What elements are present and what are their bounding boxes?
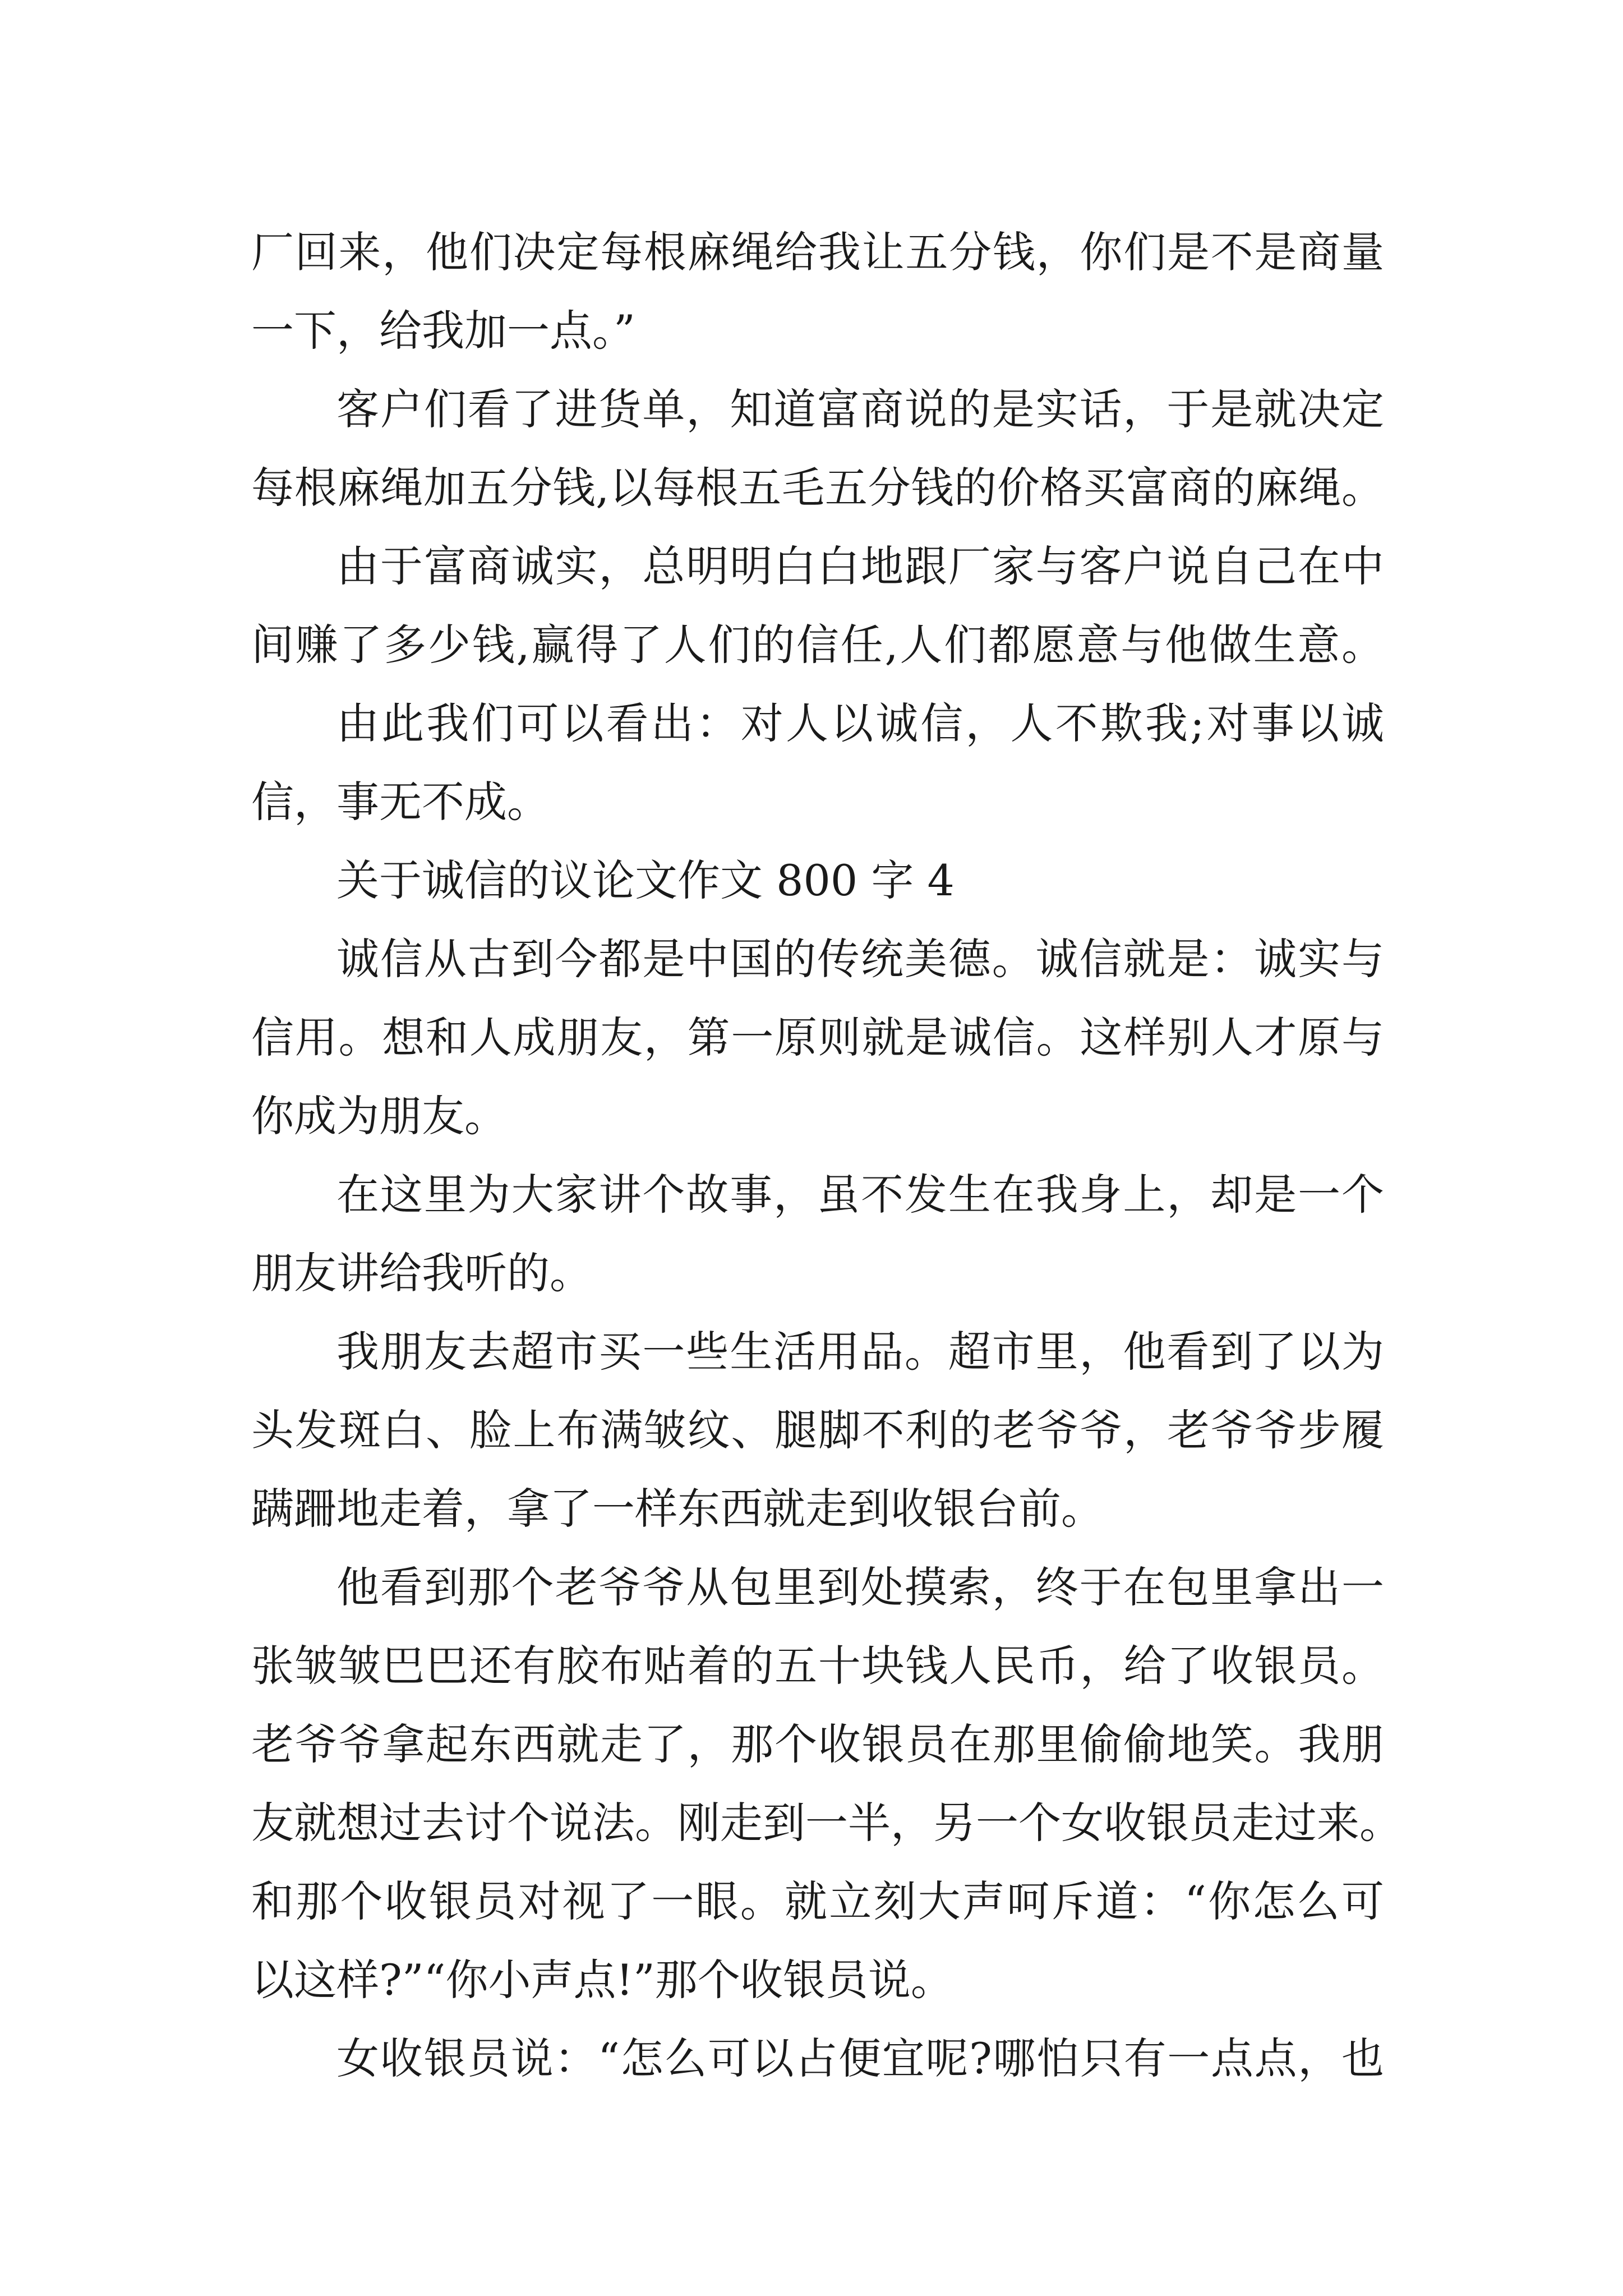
- text-line: 张皱皱巴巴还有胶布贴着的五十块钱人民币，给了收银员。: [251, 1641, 1384, 1691]
- text-line: 他看到那个老爷爷从包里到处摸索，终于在包里拿出一: [336, 1562, 1384, 1612]
- text-line: 我朋友去超市买一些生活用品。超市里，他看到了以为: [336, 1327, 1384, 1377]
- text-line: 每根麻绳加五分钱,以每根五毛五分钱的价格买富商的麻绳。: [251, 463, 1384, 513]
- text-line: 老爷爷拿起东西就走了，那个收银员在那里偷偷地笑。我朋: [251, 1719, 1384, 1769]
- section-heading: 关于诚信的议论文作文 800 字 4: [336, 855, 955, 905]
- text-line: 由此我们可以看出：对人以诚信，人不欺我;对事以诚: [336, 698, 1384, 748]
- text-line: 和那个收银员对视了一眼。就立刻大声呵斥道：“你怎么可: [251, 1876, 1384, 1926]
- text-line: 信用。想和人成朋友，第一原则就是诚信。这样别人才原与: [251, 1013, 1384, 1062]
- text-line: 友就想过去讨个说法。刚走到一半，另一个女收银员走过来。: [251, 1798, 1402, 1848]
- text-line: 你成为朋友。: [251, 1091, 507, 1141]
- text-line: 头发斑白、脸上布满皱纹、腿脚不利的老爷爷，老爷爷步履: [251, 1405, 1384, 1455]
- text-line: 客户们看了进货单，知道富商说的是实话，于是就决定: [336, 384, 1384, 434]
- text-line: 间赚了多少钱,赢得了人们的信任,人们都愿意与他做生意。: [251, 620, 1384, 670]
- text-line: 以这样?”“你小声点!”那个收银员说。: [251, 1955, 953, 2005]
- text-line: 由于富商诚实，总明明白白地跟厂家与客户说自己在中: [336, 541, 1384, 591]
- text-line: 诚信从古到今都是中国的传统美德。诚信就是：诚实与: [336, 934, 1384, 984]
- document-body: [251, 213, 1402, 2098]
- text-line: 厂回来，他们决定每根麻绳给我让五分钱，你们是不是商量: [251, 227, 1384, 277]
- text-line: 蹒跚地走着，拿了一样东西就走到收银台前。: [251, 1484, 1104, 1534]
- text-line: 朋友讲给我听的。: [251, 1248, 592, 1298]
- text-line: 信，事无不成。: [251, 777, 550, 827]
- text-line: 在这里为大家讲个故事，虽不发生在我身上，却是一个: [336, 1170, 1384, 1220]
- text-line: 一下，给我加一点。”: [251, 306, 635, 356]
- text-line: 女收银员说：“怎么可以占便宜呢?哪怕只有一点点，也: [336, 2033, 1384, 2083]
